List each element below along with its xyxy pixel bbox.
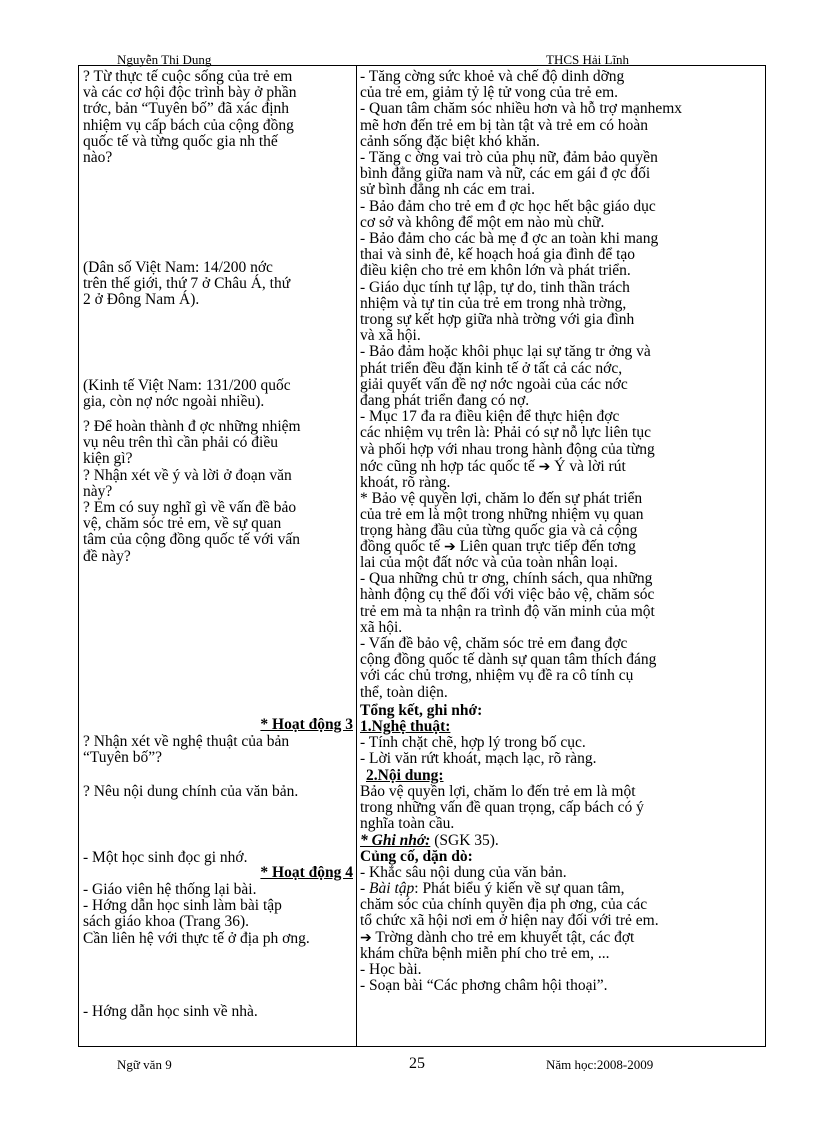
text-line: phát triển đều đặn kinh tế ở tất cả các nớc, bbox=[360, 359, 623, 377]
text-line: - Vấn đề bảo vệ, chăm sóc trẻ em đang đợc bbox=[360, 635, 628, 653]
consolidation-heading: Củng cố, dặn dò: bbox=[360, 848, 473, 865]
question-content: ? Nêu nội dung chính của văn bản. bbox=[83, 783, 299, 800]
text-line: trong những vấn đề quan trọng, cấp bách có ý bbox=[360, 799, 644, 817]
question-block-3 bbox=[83, 734, 353, 766]
exercise-line: - Bài tập: Phát biểu ý kiến về sự quan tâm, bbox=[360, 880, 625, 897]
text-line: - Mục 17 đa ra điều kiện để thực hiện đợc bbox=[360, 408, 620, 426]
text-line: mẽ hơn đến trẻ em bị tàn tật và trẻ em có hoàn bbox=[360, 116, 648, 134]
footer-subject: Ngữ văn 9 bbox=[117, 1057, 172, 1072]
text-line: cộng đồng quốc tế dành sự quan tâm thích đáng bbox=[360, 651, 657, 669]
text-line: khoát, rõ ràng. bbox=[360, 474, 451, 491]
header-author: Nguyễn Thị Dung bbox=[117, 52, 212, 67]
text-line: (Dân số Việt Nam: 14/200 nớc bbox=[83, 259, 273, 276]
text-line: tâm của cộng đồng quốc tế với vấn bbox=[83, 531, 300, 549]
text-line: cơ sở và không để một em nào mù chữ. bbox=[360, 213, 605, 231]
text-line: ? Nhận xét về ý và lời ở đoạn văn bbox=[83, 466, 292, 484]
text-line: thai và sinh đẻ, kế hoạch hoá gia đình để tạo bbox=[360, 246, 636, 264]
text-line: đang phát triển đang có nợ. bbox=[360, 392, 530, 410]
text-line: thể, toàn diện. bbox=[360, 683, 448, 701]
text-line: của trẻ em, giảm tỷ lệ tử vong của trẻ em. bbox=[360, 84, 619, 102]
text-line: chăm sóc của chính quyền địa ph ơng, của các bbox=[360, 896, 648, 913]
text-line: - Quan tâm chăm sóc nhiều hơn và hỗ trợ mạnhemx bbox=[360, 100, 683, 118]
text-line: ? Để hoàn thành đ ợc những nhiệm bbox=[83, 418, 301, 435]
population-note bbox=[83, 260, 353, 309]
text-line: - Học bài. bbox=[360, 961, 422, 979]
text-line: ? Từ thực tế cuộc sống của trẻ em bbox=[83, 68, 293, 85]
text-line: lai của một đất nớc và của toàn nhân loại. bbox=[360, 554, 618, 571]
content-heading: 2.Nội dung: bbox=[366, 767, 444, 784]
text-line: trớc, bản “Tuyên bố” đã xác định bbox=[83, 100, 290, 118]
arrow-right-icon: ➔ bbox=[538, 460, 551, 475]
text-line: Cần liên hệ với thực tế ở địa ph ơng. bbox=[83, 929, 310, 947]
homework-guide: - Hớng dẫn học sinh về nhà. bbox=[83, 1003, 258, 1020]
text-line: trong sự kết hợp giữa nhà trờng với gia đình bbox=[360, 311, 635, 329]
text-line: - Giáo dục tính tự lập, tự do, tinh thần trách bbox=[360, 278, 630, 296]
art-items bbox=[360, 735, 764, 767]
text-line: cảnh sống đặc biệt khó khăn. bbox=[360, 132, 540, 150]
arrow-line-2: đồng quốc tế ➔ Liên quan trực tiếp đến tơng bbox=[360, 538, 636, 555]
text-line: và các cơ hội độc trình bày ở phần bbox=[83, 84, 297, 102]
importance-text bbox=[360, 507, 764, 539]
star-line: * Bảo vệ quyền lợi, chăm lo đến sự phát triển bbox=[360, 490, 643, 507]
text-line: “Tuyên bố”? bbox=[83, 749, 163, 767]
summary-heading: Tổng kết, ghi nhớ: bbox=[360, 702, 483, 719]
memo-line: * Ghi nhớ: (SGK 35). bbox=[360, 832, 499, 849]
text-line: (Kinh tế Việt Nam: 131/200 quốc bbox=[83, 377, 291, 394]
significance-text bbox=[360, 555, 764, 701]
text-line: trên thế giới, thứ 7 ở Châu Á, thứ bbox=[83, 275, 291, 293]
text-line: và phối hợp với nhau trong hành động của từng bbox=[360, 440, 655, 458]
arrow-right-icon: ➔ bbox=[360, 931, 372, 946]
footer-year: Năm học:2008-2009 bbox=[546, 1057, 654, 1072]
text-line: sách giáo khoa (Trang 36). bbox=[83, 913, 250, 931]
homework-items bbox=[360, 946, 764, 995]
text-line: xã hội. bbox=[360, 618, 403, 636]
lesson-table bbox=[78, 65, 766, 1047]
text-line: khám chữa bệnh miễn phí cho trẻ em, ... bbox=[360, 945, 610, 962]
text-line: sử bình đẳng nh các em trai. bbox=[360, 181, 535, 199]
arrow-line-3: ➔ Trờng dành cho trẻ em khuyết tật, các đợt bbox=[360, 929, 635, 946]
text-line: nhiệm vụ cấp bách của cộng đồng bbox=[83, 116, 294, 134]
text-line: gia, còn nợ nớc ngoài nhiều). bbox=[83, 393, 265, 411]
task-list bbox=[360, 69, 764, 458]
text-line: và xã hội. bbox=[360, 327, 421, 345]
text-line: đề này? bbox=[83, 547, 131, 565]
text-line: này? bbox=[83, 482, 113, 500]
text-line: - Qua những chủ tr ơng, chính sách, qua những bbox=[360, 570, 653, 588]
arrow-line-1: nớc cũng nh hợp tác quốc tế ➔ Ý và lời rút bbox=[360, 458, 626, 475]
text-line: - Hớng dẫn học sinh làm bài tập bbox=[83, 897, 282, 915]
text-line: - Bảo đảm cho trẻ em đ ợc học hết bậc giáo dục bbox=[360, 197, 656, 215]
teacher-block bbox=[83, 882, 353, 947]
text-line: hành động cụ thể đối với việc bảo vệ, chăm sóc bbox=[360, 586, 655, 604]
text-line: - Tính chặt chẽ, hợp lý trong bố cục. bbox=[360, 734, 586, 751]
activity-3-heading: * Hoạt động 3 bbox=[260, 716, 353, 733]
text-line: nào? bbox=[83, 149, 113, 167]
exercise-text bbox=[360, 897, 764, 929]
text-line: - Tăng c ờng vai trò của phụ nữ, đảm bảo quyền bbox=[360, 149, 658, 167]
text-line: với các chủ trơng, nhiệm vụ đề ra cô tính cụ bbox=[360, 667, 634, 685]
text-line: các nhiệm vụ trên là: Phải có sự nỗ lực liên tục bbox=[360, 424, 651, 442]
question-block-2 bbox=[83, 419, 353, 565]
text-line: vụ nêu trên thì cần phải có điều bbox=[83, 434, 278, 452]
text-line: bình đẳng giữa nam và nữ, các em gái đ ợc đối bbox=[360, 165, 651, 183]
text-line: của trẻ em là một trong những nhiệm vụ quan bbox=[360, 506, 644, 523]
arrow-line-1-cont bbox=[360, 475, 764, 491]
text-line: - Giáo viên hệ thống lại bài. bbox=[83, 881, 257, 898]
text-line: vệ, chăm sóc trẻ em, về sự quan bbox=[83, 515, 282, 533]
text-line: trẻ em mà ta nhận ra trình độ văn minh của một bbox=[360, 602, 655, 620]
text-line: quốc tế và từng quốc gia nh thế bbox=[83, 132, 278, 150]
text-line: ? Nhận xét về nghệ thuật của bản bbox=[83, 733, 290, 750]
text-line: ? Em có suy nghĩ gì về vấn đề bảo bbox=[83, 499, 297, 517]
text-line: - Bảo đảm hoặc khôi phục lại sự tăng tr ởng và bbox=[360, 343, 651, 361]
text-line: tổ chức xã hội nơi em ở hiện nay đối với trẻ em. bbox=[360, 912, 659, 930]
text-line: 2 ở Đông Nam Á). bbox=[83, 291, 200, 309]
activity-4-heading: * Hoạt động 4 bbox=[260, 864, 353, 881]
text-line: - Soạn bài “Các phơng châm hội thoại”. bbox=[360, 977, 608, 995]
text-line: giải quyết vấn đề nợ nớc ngoài của các nớc bbox=[360, 375, 628, 393]
text-line: nhiệm và tự tin của trẻ em trong nhà trờng, bbox=[360, 294, 627, 312]
text-line: Bảo vệ quyền lợi, chăm lo đến trẻ em là một bbox=[360, 783, 636, 800]
text-line: - Tăng cờng sức khoẻ và chế độ dinh dỡng bbox=[360, 68, 625, 85]
page-number: 25 bbox=[409, 1055, 425, 1072]
art-heading: 1.Nghệ thuật: bbox=[360, 718, 451, 735]
text-line: - Lời văn rứt khoát, mạch lạc, rõ ràng. bbox=[360, 750, 597, 768]
economy-note bbox=[83, 378, 353, 410]
text-line: kiện gì? bbox=[83, 450, 133, 468]
content-text bbox=[360, 784, 764, 833]
text-line: - Bảo đảm cho các bà mẹ đ ợc an toàn khi mang bbox=[360, 230, 659, 248]
text-line: điều kiện cho trẻ em khôn lớn và phát triển. bbox=[360, 262, 631, 280]
header-school: THCS Hải Lĩnh bbox=[546, 52, 630, 67]
consolidation-item: - Khắc sâu nội dung của văn bản. bbox=[360, 864, 567, 881]
text-line: nghĩa toàn cầu. bbox=[360, 815, 455, 833]
question-block-1 bbox=[83, 69, 353, 166]
text-line: trọng hàng đầu của từng quốc gia và cả cộng bbox=[360, 522, 638, 540]
arrow-right-icon: ➔ bbox=[443, 540, 456, 555]
student-read-note: - Một học sinh đọc gi nhớ. bbox=[83, 849, 248, 866]
